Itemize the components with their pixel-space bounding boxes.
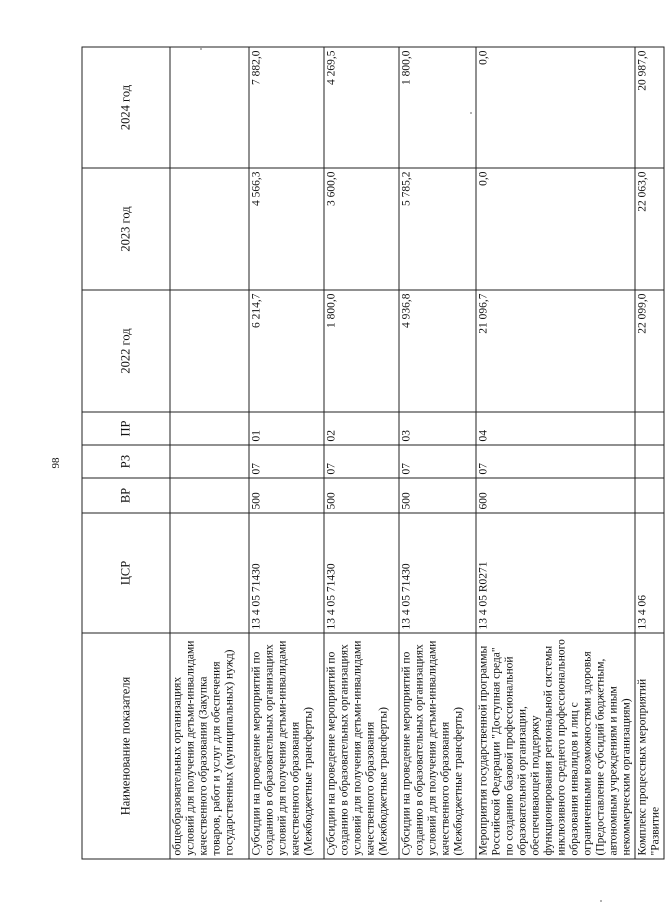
row-name: Мероприятия государственной программы Российской Федерации "Доступная среда" по созданию базовой профессиональной образовательной организации, обеспечивающей поддержку функционирования региональной системы инклюзивного среднего профессионального образования инвалидов и лиц с ограниченными возможностями здоровья (Предоставление субсидий бюджетным, автономным учреждениям и иным некоммерческим организациям) [476, 633, 635, 859]
row-name: Комплекс процессных мероприятий "Развитие [635, 633, 664, 859]
row-rz: 07 [476, 445, 635, 478]
row-rz: 07 [324, 445, 399, 478]
row-pr [635, 412, 664, 445]
row-pr: 02 [324, 412, 399, 445]
header-vr: ВР [82, 478, 170, 513]
page-number: 98 [50, 457, 62, 469]
row-pr: 04 [476, 412, 635, 445]
row-rz [170, 445, 249, 478]
row-csr [170, 513, 249, 633]
row-2024: 1 800,0 [399, 47, 476, 168]
row-pr [170, 412, 249, 445]
row-2023: 0,0 [476, 168, 635, 290]
table-row [170, 47, 249, 859]
row-2022: 22 099,0 [635, 290, 664, 412]
row-vr: 500 [324, 478, 399, 513]
row-2024: 0,0 [476, 47, 635, 168]
scan-speck [600, 900, 602, 902]
row-name: Субсидии на проведение мероприятий по созданию в образовательных организациях условий для получения детьми-инвалидами качественного образования (Межбюджетные трансферты) [399, 633, 476, 859]
row-pr: 03 [399, 412, 476, 445]
header-2023: 2023 год [82, 168, 170, 290]
row-2024: 20 987,0 [635, 47, 664, 168]
row-name: Субсидии на проведение мероприятий по созданию в образовательных организациях условий для получения детьми-инвалидами качественного образования (Межбюджетные трансферты) [324, 633, 399, 859]
table-row [476, 47, 635, 859]
header-2022: 2022 год [82, 290, 170, 412]
header-rz: РЗ [82, 445, 170, 478]
row-csr: 13 4 05 71430 [249, 513, 324, 633]
row-2024: 4 269,5 [324, 47, 399, 168]
row-2022: 6 214,7 [249, 290, 324, 412]
row-2023: 22 063,0 [635, 168, 664, 290]
row-name: общеобразовательных организациях условий для получения детьми-инвалидами качественного образования (Закупка товаров, работ и услуг для обеспечения государственных (муниципальных) нужд) [170, 633, 249, 859]
row-rz: 07 [399, 445, 476, 478]
row-2024 [170, 47, 249, 168]
row-rz [635, 445, 664, 478]
row-2023: 3 600,0 [324, 168, 399, 290]
scan-speck [200, 48, 202, 50]
header-pr: ПР [82, 412, 170, 445]
header-row [82, 47, 170, 859]
row-vr: 500 [399, 478, 476, 513]
row-2023: 5 785,2 [399, 168, 476, 290]
table-row [324, 47, 399, 859]
row-csr: 13 4 05 71430 [324, 513, 399, 633]
header-2024: 2024 год [82, 47, 170, 168]
row-2023: 4 566,3 [249, 168, 324, 290]
table-row [399, 47, 476, 859]
row-vr: 600 [476, 478, 635, 513]
budget-table [82, 47, 665, 860]
row-2022: 1 800,0 [324, 290, 399, 412]
header-csr: ЦСР [82, 513, 170, 633]
row-csr: 13 4 05 71430 [399, 513, 476, 633]
row-2024: 7 882,0 [249, 47, 324, 168]
row-pr: 01 [249, 412, 324, 445]
table-row [249, 47, 324, 859]
row-vr [170, 478, 249, 513]
table-row [635, 47, 664, 859]
row-2022 [170, 290, 249, 412]
row-2022: 21 096,7 [476, 290, 635, 412]
row-csr: 13 4 05 R0271 [476, 513, 635, 633]
row-vr: 500 [249, 478, 324, 513]
row-csr: 13 4 06 [635, 513, 664, 633]
rotated-page [82, 48, 662, 860]
row-2022: 4 936,8 [399, 290, 476, 412]
scan-speck [470, 112, 472, 114]
row-2023 [170, 168, 249, 290]
row-vr [635, 478, 664, 513]
row-rz: 07 [249, 445, 324, 478]
row-name: Субсидии на проведение мероприятий по созданию в образовательных организациях условий для получения детьми-инвалидами качественного образования (Межбюджетные трансферты) [249, 633, 324, 859]
header-name: Наименование показателя [82, 633, 170, 859]
